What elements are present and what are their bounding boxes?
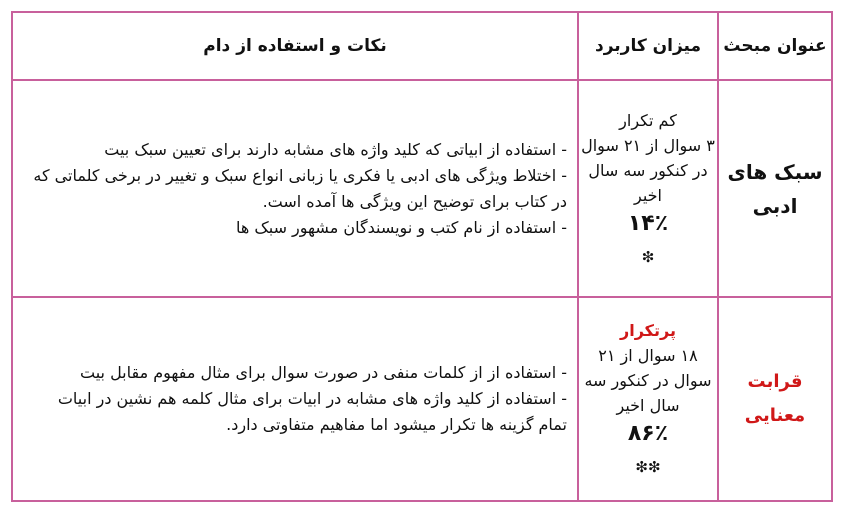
usage-percent: ۱۴٪ [627,210,669,236]
usage-percent: ۸۶٪ [627,421,669,446]
header-usage: میزان کاربرد [578,12,718,80]
header-row [12,12,832,80]
notes-cell [12,80,578,297]
usage-cell [578,80,718,297]
comparison-table [11,11,833,502]
note-item: - اختلاط ویژگی های ادبی یا فکری یا زبانی انواع سبک و تغییر در برخی کلماتی که در کتاب برای توضیح این ویژگی ها آمده است. [33,165,567,211]
table-row [12,80,832,297]
usage-text: ۱۸ سوال از ۲۱ سوال در کنکور سه سال اخیر [584,346,712,415]
topic-label: قرابت معنایی [744,371,806,426]
note-item: - استفاده از نام کتب و نویسندگان مشهور سبک ها [236,217,567,237]
star-rating-icon: ❇ [641,247,655,266]
usage-text: ۳ سوال از ۲۱ سوال در کنکور سه سال اخیر [581,135,715,205]
topic-cell [718,297,832,501]
usage-cell [578,297,718,501]
table-row [12,297,832,501]
header-topic: عنوان مبحث [718,12,832,80]
note-item: - استفاده از کلید واژه های مشابه در ابیات برای مثال کلمه هم نشین در ابیات تمام گزینه ها تکرار میشود اما مفاهیم متفاوتی دارد. [57,389,567,434]
star-rating-icon: ❇❇ [635,458,661,476]
notes-cell [12,297,578,501]
header-notes: نکات و استفاده از دام [12,12,578,80]
topic-label: سبک های ادبی [727,159,823,218]
frequency-label: کم تکرار [619,110,677,130]
note-item: - استفاده از ابیاتی که کلید واژه های مشابه دارند برای تعیین سبک بیت [104,139,567,159]
topic-cell [718,80,832,297]
note-item: - استفاده از از کلمات منفی در صورت سوال برای مثال مفهوم مقابل بیت [79,363,567,382]
frequency-label: پرتکرار [620,321,676,340]
